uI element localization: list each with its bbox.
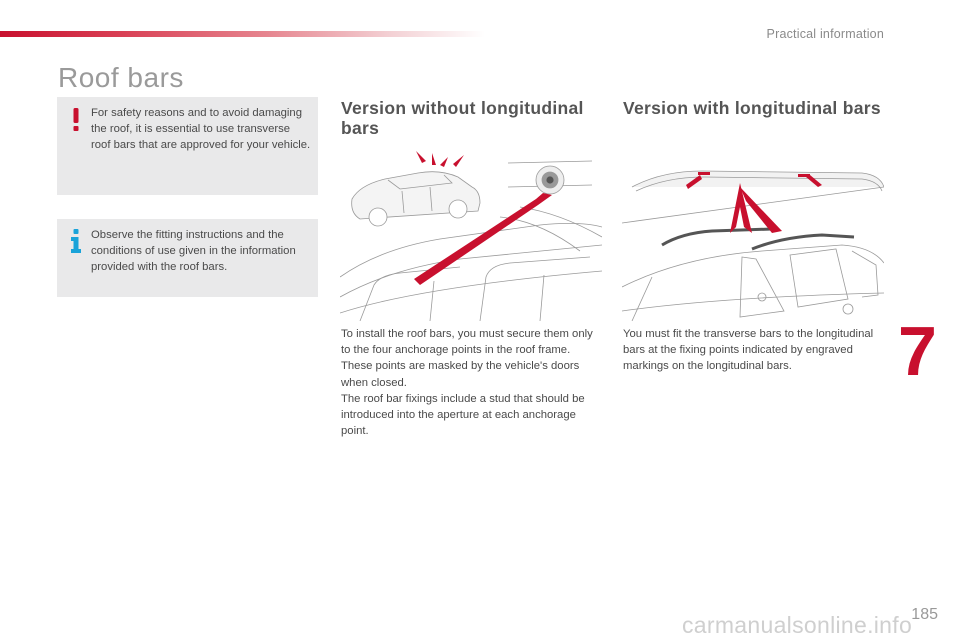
page-title: Roof bars bbox=[58, 62, 184, 93]
longitudinal-bars-illustration bbox=[622, 147, 884, 321]
info-icon bbox=[66, 228, 86, 254]
info-text: Observe the fitting instructions and the conditions of use given in the information provided with the roof bars. bbox=[91, 229, 296, 273]
watermark: carmanualsonline.info bbox=[682, 612, 913, 638]
info-notice bbox=[57, 219, 318, 297]
paragraph-stud-fixing: The roof bar fixings include a stud that should be introduced into the aperture at each anchorage point. bbox=[341, 392, 585, 438]
exclamation-icon bbox=[66, 106, 86, 132]
text-with-longitudinal-bars: You must fit the transverse bars to the longitudinal bars at the fixing points indicated by engraved markings on the longitudinal bars. bbox=[623, 328, 874, 373]
page-number: 185 bbox=[911, 606, 938, 623]
chapter-color-bar bbox=[0, 31, 485, 37]
warning-text: For safety reasons and to avoid damaging the roof, it is essential to use transverse roof bars that are approved for your vehicle. bbox=[91, 107, 311, 151]
paragraph-anchorage-points: To install the roof bars, you must secure them only to the four anchorage points in the roof frame. These points are masked by the vehicle's doors when closed. bbox=[341, 328, 593, 389]
anchorage-points-illustration bbox=[340, 147, 602, 321]
warning-notice bbox=[57, 97, 318, 195]
section-header: Practical information bbox=[766, 27, 884, 41]
heading-without-longitudinal-bars: Version without longitudinal bars bbox=[341, 98, 584, 138]
text-without-longitudinal-bars bbox=[341, 326, 599, 439]
chapter-number: 7 bbox=[898, 312, 937, 390]
heading-with-longitudinal-bars: Version with longitudinal bars bbox=[623, 98, 881, 118]
